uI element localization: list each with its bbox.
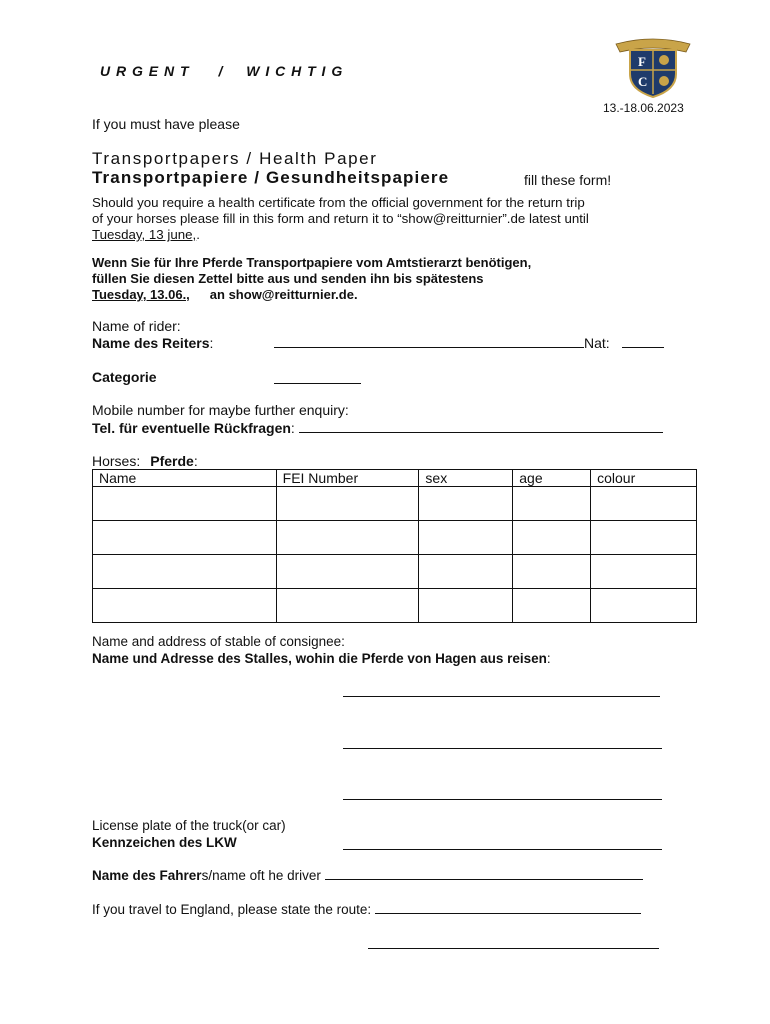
cell-name[interactable] <box>93 521 277 555</box>
mobile-colon: : <box>290 420 295 436</box>
horses-colon: : <box>193 453 198 469</box>
urgent-text: U R G E N T <box>100 63 190 79</box>
rider-name-line[interactable] <box>274 336 584 348</box>
england-route-line-2[interactable] <box>368 937 659 949</box>
stable-label-en: Name and address of stable of consignee: <box>92 634 345 649</box>
column-header-colour: colour <box>591 470 697 487</box>
german-instructions <box>92 255 531 303</box>
logo-crest-icon <box>612 36 694 98</box>
logo-letter-c: C <box>638 74 648 89</box>
english-line-3-rest: . <box>196 227 200 242</box>
england-route-label: If you travel to England, please state the route: <box>92 902 372 917</box>
stable-label-de: Name und Adresse des Stalles, wohin die Pferde von Hagen aus reisen <box>92 651 547 666</box>
driver-label-rest: s/name oft he driver <box>201 868 321 883</box>
title-english: Transportpapers / Health Paper <box>92 149 378 168</box>
horses-table <box>92 469 697 623</box>
rider-label-en: Name of rider: <box>92 318 181 334</box>
rider-label-de-text: Name des Reiters <box>92 335 210 351</box>
cell-age[interactable] <box>513 521 591 555</box>
license-plate-line[interactable] <box>343 838 662 850</box>
driver-label-de: Name des Fahrer <box>92 868 202 883</box>
table-row <box>93 589 697 623</box>
event-logo <box>612 36 694 98</box>
cell-fei-number[interactable] <box>276 589 419 623</box>
driver-name-line[interactable] <box>325 868 643 880</box>
horses-table-header <box>93 470 697 487</box>
cell-age[interactable] <box>513 589 591 623</box>
english-line-2: of your horses please fill in this form and return it to “show@reitturnier”.de latest until <box>92 211 589 226</box>
driver-row <box>92 868 643 883</box>
cell-sex[interactable] <box>419 589 513 623</box>
header-slash: / <box>218 63 224 79</box>
categorie-label: Categorie <box>92 369 157 385</box>
cell-fei-number[interactable] <box>276 487 419 521</box>
column-header-age: age <box>513 470 591 487</box>
column-header-sex: sex <box>419 470 513 487</box>
horses-label-en: Horses: <box>92 453 141 469</box>
german-line-1: Wenn Sie für Ihre Pferde Transportpapiere vom Amtstierarzt benötigen, <box>92 255 532 270</box>
cell-sex[interactable] <box>419 521 513 555</box>
horses-label-de: Pferde <box>150 453 194 469</box>
table-row <box>93 555 697 589</box>
cell-name[interactable] <box>93 555 277 589</box>
stable-address-line-2[interactable] <box>343 737 662 749</box>
cell-fei-number[interactable] <box>276 555 419 589</box>
urgent-label <box>100 63 343 79</box>
table-row <box>93 521 697 555</box>
rider-name-field[interactable] <box>274 335 664 351</box>
logo-letter-f: F <box>638 54 646 69</box>
cell-age[interactable] <box>513 487 591 521</box>
license-label-de: Kennzeichen des LKW <box>92 835 237 850</box>
cell-sex[interactable] <box>419 487 513 521</box>
english-line-1: Should you require a health certificate from the official government for the return trip <box>92 195 585 210</box>
stable-colon: : <box>546 651 551 666</box>
mobile-number-line[interactable] <box>299 421 663 433</box>
rider-label-de <box>92 335 213 351</box>
mobile-label-de-row <box>92 420 663 436</box>
table-row <box>93 487 697 521</box>
categorie-line[interactable] <box>274 369 361 384</box>
stable-label-de-row <box>92 651 551 666</box>
column-header-fei-number: FEI Number <box>276 470 419 487</box>
cell-colour[interactable] <box>591 487 697 521</box>
license-label-en: License plate of the truck(or car) <box>92 818 286 833</box>
cell-colour[interactable] <box>591 589 697 623</box>
english-instructions <box>92 195 589 243</box>
cell-colour[interactable] <box>591 555 697 589</box>
cell-colour[interactable] <box>591 521 697 555</box>
cell-name[interactable] <box>93 589 277 623</box>
cell-age[interactable] <box>513 555 591 589</box>
intro-text: If you must have please <box>92 116 240 132</box>
mobile-label-en: Mobile number for maybe further enquiry: <box>92 402 349 418</box>
german-line-2: füllen Sie diesen Zettel bitte aus und senden ihn bis spätestens <box>92 271 484 286</box>
cell-fei-number[interactable] <box>276 521 419 555</box>
england-route-line-1[interactable] <box>375 902 641 914</box>
wichtig-text: W I C H T I G <box>246 63 344 79</box>
cell-name[interactable] <box>93 487 277 521</box>
rider-colon: : <box>209 335 214 351</box>
german-email: an show@reitturnier.de. <box>209 287 358 302</box>
german-line-3 <box>92 287 531 303</box>
column-header-name: Name <box>93 470 277 487</box>
deadline-german: Tuesday, 13.06., <box>92 287 190 302</box>
nationality-label: Nat: <box>584 335 610 351</box>
england-row <box>92 902 641 917</box>
fill-form-note: fill these form! <box>524 172 612 188</box>
stable-address-line-3[interactable] <box>343 788 662 800</box>
english-line-3 <box>92 227 589 243</box>
nationality-line[interactable] <box>622 336 664 348</box>
stable-address-line-1[interactable] <box>343 685 660 697</box>
categorie-field[interactable] <box>274 369 361 387</box>
mobile-label-de: Tel. für eventuelle Rückfragen <box>92 420 291 436</box>
horses-label <box>92 453 198 469</box>
title-german: Transportpapiere / Gesundheitspapiere <box>92 168 450 187</box>
event-date: 13.-18.06.2023 <box>603 101 684 115</box>
deadline-english: Tuesday, 13 june, <box>92 227 197 242</box>
cell-sex[interactable] <box>419 555 513 589</box>
